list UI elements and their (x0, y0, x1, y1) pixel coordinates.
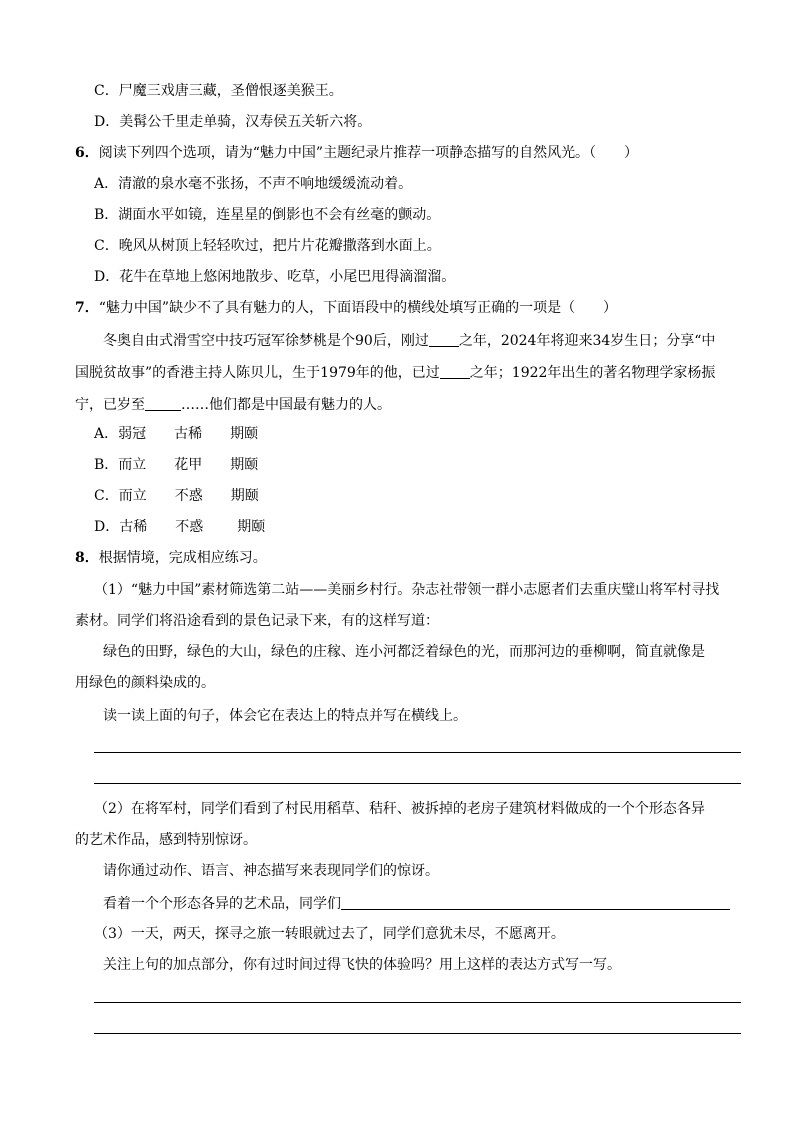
q7-option-letter: A． (94, 426, 119, 442)
q7-option-word: 期颐 (230, 488, 259, 504)
q8-part3-task: 关注上句的加点部分，你有过时间过得飞快的体验吗？用上这样的表达方式写一写。 (103, 957, 621, 973)
answer-line[interactable] (94, 1002, 741, 1003)
q7-passage-line-1 (103, 330, 715, 351)
q7-passage-3b: ……他们都是中国最有魅力的人。 (181, 397, 391, 413)
q8-part1-quote-line1: 绿色的田野，绿色的大山，绿色的庄稼、连小河都泛着绿色的光，而那河边的垂柳啊，简直就像是 (103, 644, 705, 660)
q8-part2-prompt-text: 看着一个个形态各异的艺术品，同学们 (103, 896, 341, 912)
q8-part2-line1: （2）在将军村，同学们看到了村民用稻草、秸秆、被拆掉的老房子建筑材料做成的一个个形态各异 (94, 801, 705, 817)
q7-passage-1b: 之年，2024年将迎来34岁生日；分享“中 (458, 333, 716, 349)
q7-option-word: 古稀 (174, 426, 203, 442)
q8-part1-line1: （1）“魅力中国”素材筛选第二站——美丽乡村行。杂志社带领一群小志愿者们去重庆璧山将军村寻找 (94, 582, 720, 598)
q7-option-a (94, 424, 258, 444)
q8-part1-line2: 素材。同学们将沿途看到的景色记录下来，有的这样写道： (75, 613, 439, 629)
q5-option-d: D．美髯公千里走单骑，汉寿侯五关斩六将。 (94, 114, 372, 130)
q6-option-b: B．湖面水平如镜，连星星的倒影也不会有丝毫的颤动。 (94, 207, 441, 223)
q7-option-word: 古稀 (119, 519, 148, 535)
q5-option-c: C．尸魔三戏唐三藏，圣僧恨逐美猴王。 (94, 83, 343, 99)
q7-option-word: 而立 (118, 488, 147, 504)
q7-passage-3a: 宁，已岁至 (75, 397, 145, 413)
q8-number: 8． (75, 550, 99, 566)
q8-part2-line2: 的艺术作品，感到特别惊讶。 (75, 832, 257, 848)
q7-option-word: 而立 (118, 457, 147, 473)
answer-line[interactable] (94, 783, 741, 784)
q7-passage-2a: 国脱贫故事”的香港主持人陈贝儿，生于1979年的他，已过 (75, 365, 440, 381)
q7-stem-text: “魅力中国”缺少不了具有魅力的人，下面语段中的横线处填写正确的一项是（ ） (98, 300, 618, 316)
q7-option-letter: B． (94, 457, 119, 473)
q8-part3-line1: （3）一天，两天，探寻之旅一转眼就过去了，同学们意犹未尽，不愿离开。 (94, 926, 565, 942)
q6-stem (75, 143, 638, 163)
q8-part1-quote-line2: 用绿色的颜料染成的。 (75, 675, 215, 691)
q7-passage-line-3 (75, 394, 391, 415)
q7-passage-1a: 冬奥自由式滑雪空中技巧冠军徐梦桃是个90后，刚过 (103, 333, 429, 349)
q8-part2-task: 请你通过动作、语言、神态描写来表现同学们的惊讶。 (103, 863, 439, 879)
q7-option-word: 不惑 (175, 519, 204, 535)
q7-option-word: 花甲 (174, 457, 203, 473)
q6-option-a: A．清澈的泉水毫不张扬，不声不响地缓缓流动着。 (94, 176, 413, 192)
answer-line[interactable] (341, 893, 730, 910)
q8-part1-task: 读一读上面的句子，体会它在表达上的特点并写在横线上。 (103, 708, 467, 724)
answer-line[interactable] (94, 1033, 741, 1034)
q7-option-word: 期颐 (230, 426, 259, 442)
q7-option-word: 期颐 (237, 519, 266, 535)
q6-option-c: C．晚风从树顶上轻轻吹过，把片片花瓣撒落到水面上。 (94, 238, 441, 254)
q8-part2-prompt (103, 893, 730, 914)
q7-passage-line-2 (75, 362, 715, 383)
q7-number: 7． (75, 300, 99, 316)
q7-blank-1[interactable] (429, 330, 459, 347)
q7-blank-3[interactable] (145, 394, 181, 411)
q7-blank-2[interactable] (440, 362, 470, 379)
q6-number: 6． (75, 145, 99, 161)
q7-option-word: 不惑 (174, 488, 203, 504)
q7-option-b (94, 455, 258, 475)
q7-option-letter: C． (94, 488, 119, 504)
q7-option-word: 期颐 (230, 457, 259, 473)
q7-option-word: 弱冠 (118, 426, 147, 442)
q7-passage-2b: 之年；1922年出生的著名物理学家杨振 (469, 365, 716, 381)
q6-stem-text: 阅读下列四个选项，请为“魅力中国”主题纪录片推荐一项静态描写的自然风光。（ ） (98, 145, 639, 161)
q8-stem-text: 根据情境，完成相应练习。 (98, 550, 267, 566)
q7-option-letter: D． (94, 519, 120, 535)
q8-stem (75, 548, 267, 568)
q7-option-d (94, 517, 265, 537)
q6-option-d: D．花牛在草地上悠闲地散步、吃草，小尾巴甩得滴溜溜。 (94, 269, 456, 285)
answer-line[interactable] (94, 752, 741, 753)
q7-option-c (94, 486, 259, 506)
q7-stem (75, 298, 617, 318)
